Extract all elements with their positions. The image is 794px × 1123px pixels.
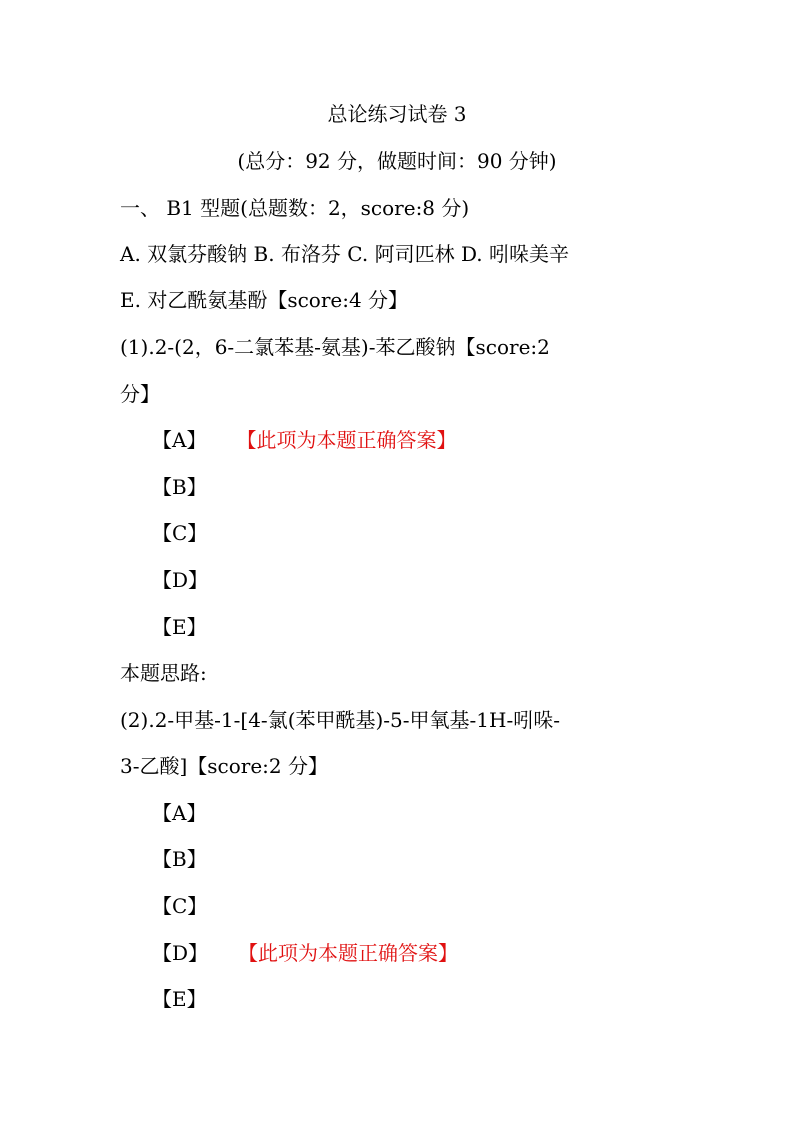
question-1-option-d: 【D】 (152, 568, 209, 592)
question-1-option-c: 【C】 (152, 521, 208, 545)
option-label: 【D】 (152, 941, 209, 965)
question-1-stem-continued: 分】 (120, 382, 160, 406)
correct-answer-mark: 【此项为本题正确答案】 (248, 941, 459, 965)
document-title: 总论练习试卷 3 (327, 102, 467, 126)
question-2-option-e: 【E】 (152, 987, 207, 1011)
option-label: 【A】 (152, 428, 207, 452)
question-2-stem-continued: 3-乙酸]【score:2 分】 (120, 754, 329, 778)
document-subtitle: (总分：92 分，做题时间：90 分钟) (237, 149, 557, 173)
question-2-option-c: 【C】 (152, 894, 208, 918)
shared-options-line-2: E. 对乙酰氨基酚【score:4 分】 (120, 288, 409, 312)
question-1-option-e: 【E】 (152, 615, 207, 639)
question-2-option-b: 【B】 (152, 847, 207, 871)
question-2-option-a: 【A】 (152, 801, 207, 825)
shared-options-line-1: A. 双氯芬酸钠 B. 布洛芬 C. 阿司匹林 D. 吲哚美辛 (120, 242, 569, 266)
question-1-option-b: 【B】 (152, 475, 207, 499)
section-header: 一、 B1 型题(总题数：2，score:8 分) (120, 196, 470, 220)
question-1-stem: (1).2-(2，6-二氯苯基-氨基)-苯乙酸钠【score:2 (120, 335, 550, 359)
question-2-stem: (2).2-甲基-1-[4-氯(苯甲酰基)-5-甲氧基-1H-吲哚- (120, 708, 560, 732)
question-1-option-a (152, 426, 456, 454)
correct-answer-mark: 【此项为本题正确答案】 (246, 428, 457, 452)
question-1-analysis-label: 本题思路: (120, 661, 207, 685)
question-2-option-d (152, 939, 458, 967)
